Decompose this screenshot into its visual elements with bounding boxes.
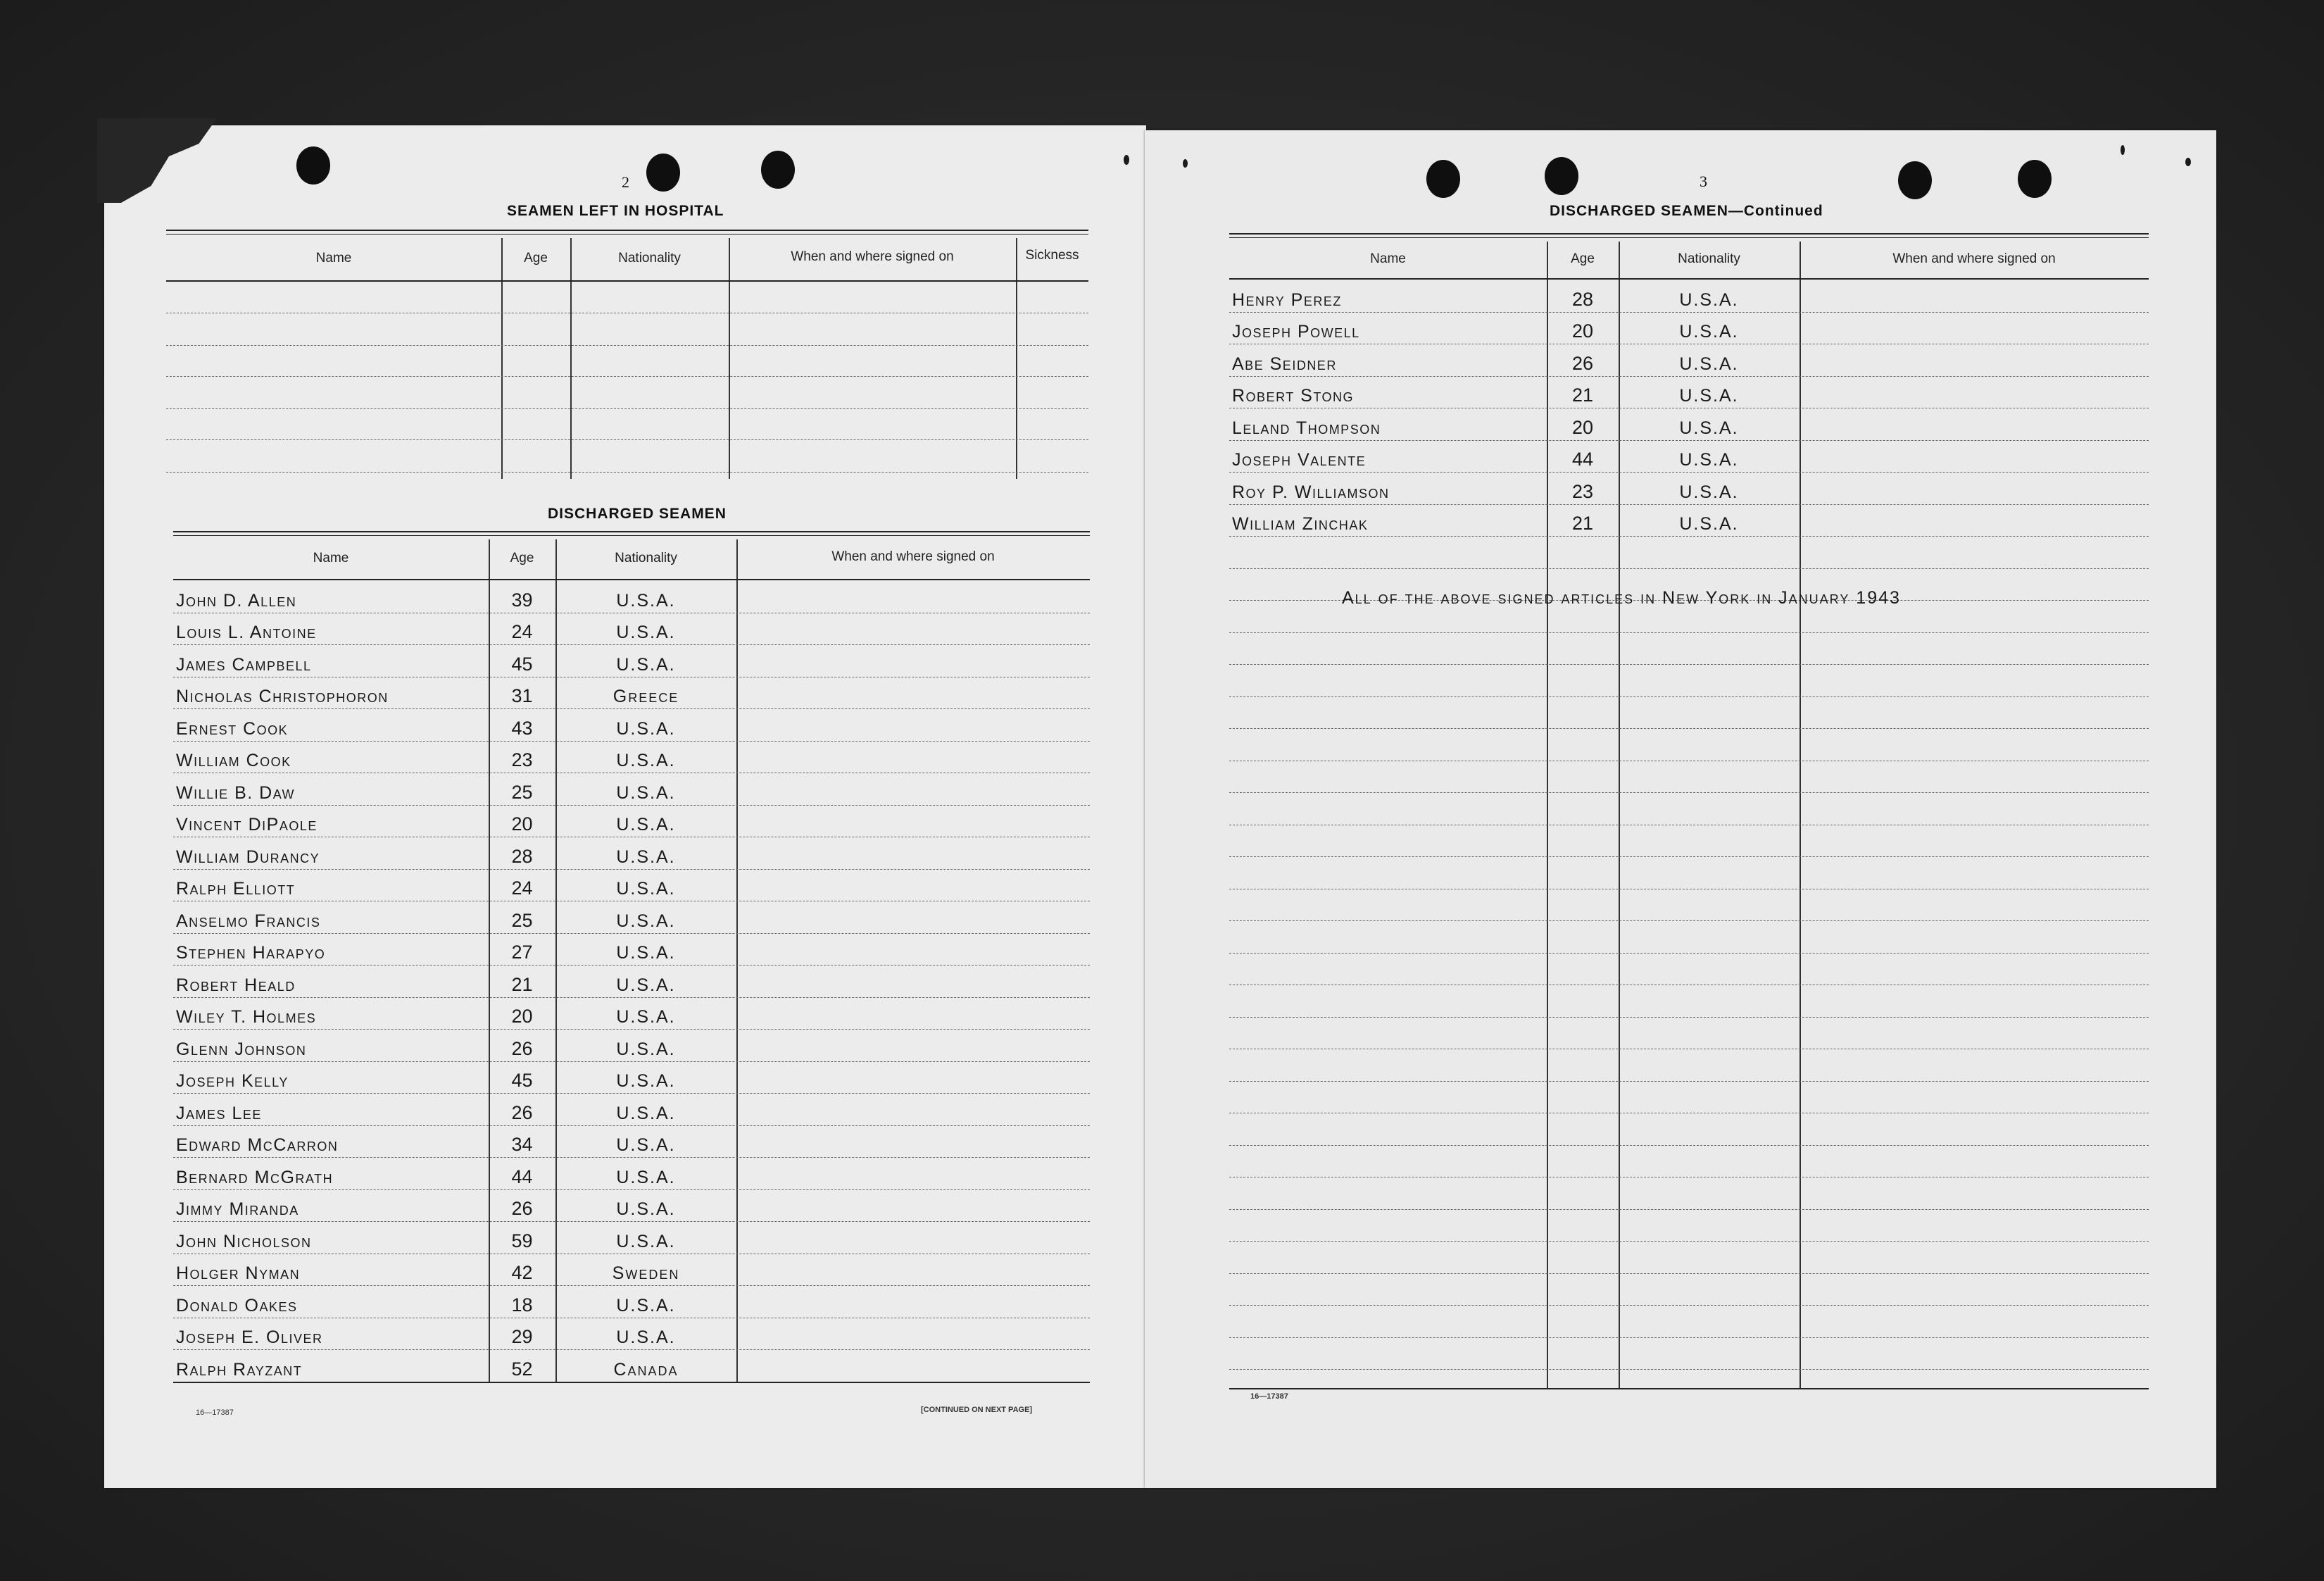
seaman-name: John D. Allen bbox=[176, 590, 297, 611]
row-rule bbox=[1229, 1241, 2149, 1242]
seaman-age: 28 bbox=[1571, 288, 1594, 310]
table-row bbox=[173, 1093, 1090, 1125]
hospital-section-title: SEAMEN LEFT IN HOSPITAL bbox=[507, 203, 724, 219]
seaman-nationality: U.S.A. bbox=[616, 1327, 676, 1347]
row-rule bbox=[1229, 953, 2149, 954]
seaman-nationality: Greece bbox=[613, 687, 679, 706]
seaman-age: 44 bbox=[511, 1166, 533, 1187]
table-row bbox=[1229, 375, 2149, 408]
seaman-name: Donald Oakes bbox=[176, 1295, 298, 1316]
seaman-nationality: U.S.A. bbox=[616, 1199, 676, 1219]
scan-speck bbox=[1124, 155, 1129, 165]
seaman-nationality: U.S.A. bbox=[616, 1231, 676, 1251]
seaman-name: Henry Perez bbox=[1232, 289, 1342, 310]
punch-hole bbox=[1898, 161, 1932, 199]
punch-hole bbox=[646, 154, 680, 192]
seaman-nationality: U.S.A. bbox=[616, 879, 676, 899]
seaman-nationality: U.S.A. bbox=[1679, 289, 1739, 310]
seaman-nationality: U.S.A. bbox=[1679, 322, 1739, 342]
discharged-continued-table bbox=[1229, 233, 2149, 1388]
seaman-age: 24 bbox=[511, 621, 533, 642]
table-row bbox=[1229, 439, 2149, 472]
discharged-section-title: DISCHARGED SEAMEN bbox=[548, 506, 727, 522]
row-rule bbox=[1229, 568, 2149, 569]
seaman-name: Joseph Valente bbox=[1232, 450, 1367, 470]
seaman-age: 27 bbox=[511, 942, 533, 963]
col-header-signed-on: When and where signed on bbox=[791, 249, 954, 264]
seaman-age: 20 bbox=[511, 813, 533, 835]
punch-hole bbox=[296, 146, 330, 185]
row-rule bbox=[1229, 856, 2149, 857]
page-number: 2 bbox=[622, 173, 629, 191]
col-header-age: Age bbox=[510, 551, 534, 565]
table-row bbox=[173, 1317, 1090, 1349]
row-rule bbox=[1229, 1017, 2149, 1018]
seaman-age: 52 bbox=[511, 1358, 533, 1380]
seaman-age: 44 bbox=[1571, 449, 1594, 470]
seaman-name: William Zinchak bbox=[1232, 514, 1369, 534]
seaman-age: 45 bbox=[511, 653, 533, 675]
seaman-age: 43 bbox=[511, 717, 533, 739]
col-header-name: Name bbox=[1370, 251, 1406, 266]
seaman-age: 45 bbox=[511, 1070, 533, 1091]
row-rule bbox=[1229, 1273, 2149, 1274]
seaman-nationality: U.S.A. bbox=[616, 1071, 676, 1091]
seaman-nationality: Sweden bbox=[612, 1263, 680, 1283]
row-rule bbox=[1229, 536, 2149, 537]
seaman-age: 21 bbox=[511, 973, 533, 995]
seaman-age: 34 bbox=[511, 1134, 533, 1155]
row-rule bbox=[1229, 792, 2149, 793]
seaman-name: Vincent DiPaole bbox=[176, 815, 318, 835]
seaman-name: Edward McCarron bbox=[176, 1135, 339, 1155]
seaman-age: 20 bbox=[1571, 416, 1594, 438]
punch-hole bbox=[1545, 157, 1578, 195]
left-page bbox=[104, 125, 1146, 1488]
table-row bbox=[173, 708, 1090, 741]
right-page bbox=[1145, 130, 2216, 1488]
signed-articles-note: All of the above signed articles in New York in January 1943 bbox=[1342, 588, 1901, 608]
seaman-nationality: U.S.A. bbox=[616, 1135, 676, 1155]
table-row bbox=[173, 804, 1090, 837]
table-row bbox=[173, 965, 1090, 997]
seaman-nationality: U.S.A. bbox=[616, 623, 676, 642]
form-number: 16—17387 bbox=[196, 1408, 234, 1417]
seaman-age: 26 bbox=[511, 1198, 533, 1219]
seaman-nationality: Canada bbox=[613, 1359, 679, 1380]
col-header-age: Age bbox=[1571, 251, 1595, 266]
seaman-name: Bernard McGrath bbox=[176, 1167, 334, 1187]
table-row bbox=[1229, 280, 2149, 312]
table-row bbox=[173, 1061, 1090, 1093]
row-rule bbox=[1229, 664, 2149, 665]
row-rule bbox=[1229, 728, 2149, 729]
seaman-name: Wiley T. Holmes bbox=[176, 1007, 317, 1027]
table-row bbox=[173, 1029, 1090, 1061]
seaman-nationality: U.S.A. bbox=[1679, 418, 1739, 438]
table-row bbox=[173, 996, 1090, 1029]
seaman-nationality: U.S.A. bbox=[1679, 514, 1739, 534]
seaman-nationality: U.S.A. bbox=[1679, 386, 1739, 406]
seaman-name: Leland Thompson bbox=[1232, 418, 1381, 438]
col-header-nationality: Nationality bbox=[615, 551, 677, 565]
row-rule bbox=[1229, 1145, 2149, 1146]
seaman-nationality: U.S.A. bbox=[616, 1295, 676, 1316]
seaman-age: 29 bbox=[511, 1326, 533, 1347]
seaman-name: Robert Heald bbox=[176, 975, 296, 995]
seaman-age: 24 bbox=[511, 877, 533, 899]
seaman-age: 25 bbox=[511, 781, 533, 803]
seaman-age: 42 bbox=[511, 1262, 533, 1283]
col-header-signed-on: When and where signed on bbox=[1892, 251, 2056, 266]
seaman-name: James Campbell bbox=[176, 654, 312, 675]
seaman-age: 21 bbox=[1571, 513, 1594, 534]
continued-note: [CONTINUED ON NEXT PAGE] bbox=[921, 1406, 1033, 1414]
table-row bbox=[173, 1285, 1090, 1318]
seaman-age: 18 bbox=[511, 1294, 533, 1316]
seaman-nationality: U.S.A. bbox=[616, 782, 676, 803]
seaman-name: Joseph Powell bbox=[1232, 322, 1360, 342]
seaman-age: 26 bbox=[1571, 352, 1594, 374]
form-number: 16—17387 bbox=[1250, 1392, 1288, 1401]
seaman-name: Louis L. Antoine bbox=[176, 623, 317, 642]
seaman-age: 59 bbox=[511, 1230, 533, 1251]
seaman-nationality: U.S.A. bbox=[616, 654, 676, 675]
table-row bbox=[173, 740, 1090, 773]
torn-corner bbox=[97, 118, 217, 203]
table-row bbox=[173, 868, 1090, 901]
seaman-nationality: U.S.A. bbox=[616, 1103, 676, 1123]
col-header-age: Age bbox=[524, 251, 548, 265]
seaman-name: Joseph E. Oliver bbox=[176, 1327, 323, 1347]
seaman-nationality: U.S.A. bbox=[616, 846, 676, 867]
seaman-age: 25 bbox=[511, 909, 533, 931]
table-row bbox=[173, 644, 1090, 677]
seaman-name: Jimmy Miranda bbox=[176, 1199, 299, 1219]
table-row bbox=[1229, 344, 2149, 376]
seaman-nationality: U.S.A. bbox=[616, 1167, 676, 1187]
row-rule bbox=[1229, 632, 2149, 633]
seaman-name: Ralph Rayzant bbox=[176, 1359, 303, 1380]
seaman-name: Abe Seidner bbox=[1232, 354, 1337, 374]
table-row bbox=[173, 773, 1090, 805]
seaman-name: Roy P. Williamson bbox=[1232, 482, 1390, 502]
seaman-name: Ernest Cook bbox=[176, 718, 289, 739]
col-header-nationality: Nationality bbox=[1678, 251, 1740, 266]
seaman-name: James Lee bbox=[176, 1103, 262, 1123]
seaman-age: 26 bbox=[511, 1037, 533, 1059]
seaman-nationality: U.S.A. bbox=[616, 815, 676, 835]
row-rule bbox=[1229, 1081, 2149, 1082]
table-row bbox=[1229, 504, 2149, 536]
col-header-sickness: Sickness bbox=[1025, 248, 1079, 263]
seaman-nationality: U.S.A. bbox=[616, 1039, 676, 1059]
scan-speck bbox=[2185, 158, 2191, 166]
row-rule bbox=[1229, 1337, 2149, 1338]
seaman-name: William Cook bbox=[176, 751, 291, 770]
table-row bbox=[173, 1221, 1090, 1254]
seaman-nationality: U.S.A. bbox=[1679, 354, 1739, 374]
page-number: 3 bbox=[1700, 173, 1707, 190]
table-row bbox=[173, 1125, 1090, 1157]
table-row bbox=[173, 1253, 1090, 1285]
punch-hole bbox=[1426, 160, 1460, 198]
seaman-nationality: U.S.A. bbox=[1679, 450, 1739, 470]
seaman-age: 31 bbox=[511, 685, 533, 706]
seaman-name: Stephen Harapyo bbox=[176, 943, 326, 963]
row-rule bbox=[1229, 1369, 2149, 1370]
table-row bbox=[173, 1349, 1090, 1382]
seaman-name: Ralph Elliott bbox=[176, 879, 296, 899]
seaman-name: Anselmo Francis bbox=[176, 911, 321, 931]
seaman-name: Robert Stong bbox=[1232, 386, 1355, 406]
seaman-name: Holger Nyman bbox=[176, 1263, 301, 1283]
table-row bbox=[1229, 311, 2149, 344]
seaman-name: John Nicholson bbox=[176, 1231, 312, 1251]
seaman-name: William Durancy bbox=[176, 846, 320, 867]
row-rule bbox=[1229, 1209, 2149, 1210]
table-row bbox=[173, 580, 1090, 613]
punch-hole bbox=[2018, 160, 2052, 198]
seaman-name: Joseph Kelly bbox=[176, 1071, 289, 1091]
seaman-nationality: U.S.A. bbox=[616, 1007, 676, 1027]
scan-speck bbox=[1183, 159, 1188, 168]
row-rule bbox=[1229, 920, 2149, 921]
col-header-name: Name bbox=[315, 251, 352, 265]
table-row bbox=[1229, 472, 2149, 504]
seaman-age: 21 bbox=[1571, 385, 1594, 406]
seaman-age: 26 bbox=[511, 1101, 533, 1123]
discharged-table bbox=[173, 531, 1090, 1382]
seaman-age: 20 bbox=[1571, 320, 1594, 342]
row-rule bbox=[1229, 1305, 2149, 1306]
seaman-name: Nicholas Christophoron bbox=[176, 687, 389, 706]
seaman-nationality: U.S.A. bbox=[1679, 482, 1739, 502]
col-header-signed-on: When and where signed on bbox=[831, 549, 995, 564]
seaman-nationality: U.S.A. bbox=[616, 943, 676, 963]
table-row bbox=[173, 837, 1090, 869]
table-row bbox=[173, 612, 1090, 644]
seaman-nationality: U.S.A. bbox=[616, 751, 676, 770]
table-row bbox=[173, 676, 1090, 708]
table-row bbox=[173, 932, 1090, 965]
col-header-name: Name bbox=[313, 551, 349, 565]
seaman-nationality: U.S.A. bbox=[616, 911, 676, 931]
seaman-age: 20 bbox=[511, 1006, 533, 1027]
seaman-age: 23 bbox=[1571, 480, 1594, 502]
seaman-age: 39 bbox=[511, 589, 533, 611]
discharged-continued-title bbox=[1550, 203, 1823, 220]
row-rule bbox=[1229, 696, 2149, 697]
table-row bbox=[173, 1189, 1090, 1221]
seaman-nationality: U.S.A. bbox=[616, 718, 676, 739]
scan-speck bbox=[2121, 145, 2125, 155]
col-header-nationality: Nationality bbox=[618, 251, 681, 265]
seaman-age: 28 bbox=[511, 845, 533, 867]
punch-hole bbox=[761, 151, 795, 189]
title-main: DISCHARGED SEAMEN bbox=[1550, 203, 1728, 219]
table-row bbox=[173, 901, 1090, 933]
seaman-name: Willie B. Daw bbox=[176, 782, 296, 803]
title-suffix: —Continued bbox=[1728, 203, 1823, 219]
seaman-age: 23 bbox=[511, 749, 533, 770]
table-row bbox=[1229, 408, 2149, 440]
seaman-nationality: U.S.A. bbox=[616, 975, 676, 995]
seaman-name: Glenn Johnson bbox=[176, 1039, 307, 1059]
seaman-nationality: U.S.A. bbox=[616, 590, 676, 611]
hospital-table bbox=[166, 230, 1088, 479]
table-row bbox=[173, 1157, 1090, 1189]
